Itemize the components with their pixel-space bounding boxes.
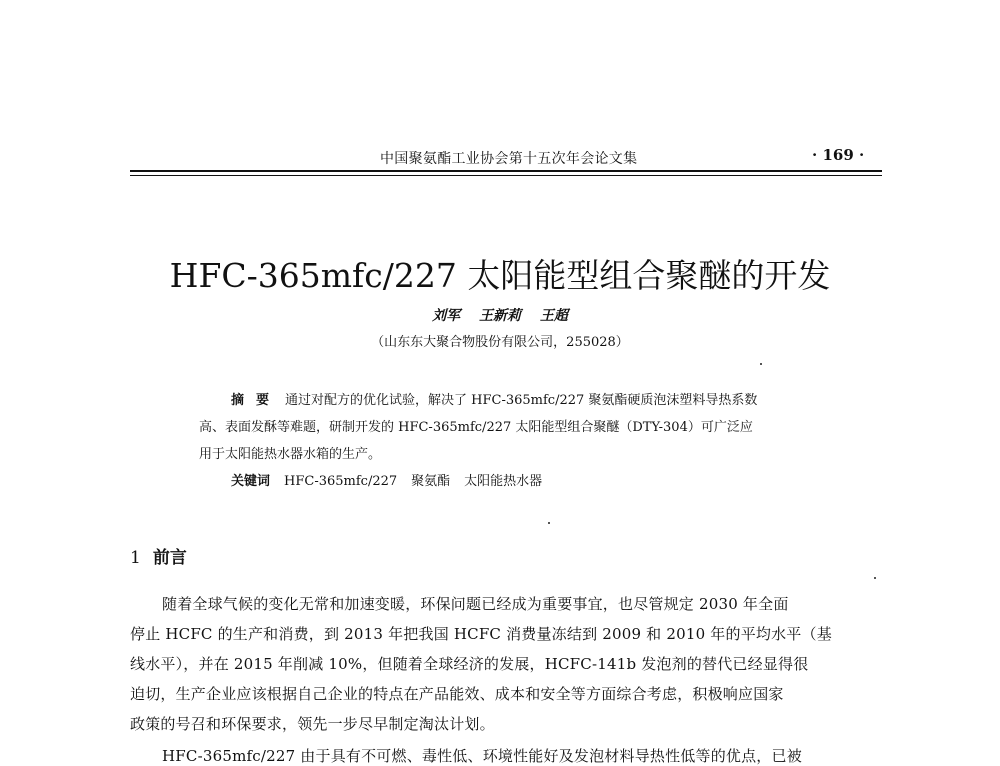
scan-speck [548, 522, 550, 524]
section-number: 1 [130, 548, 141, 568]
abstract-line-3: 用于太阳能热水器水箱的生产。 [199, 447, 382, 462]
abstract-line-1 [231, 389, 757, 408]
keyword-item: 太阳能热水器 [464, 474, 543, 489]
body-paragraph-line: 线水平），并在 2015 年削减 10%，但随着全球经济的发展，HCFC-141b 发泡剂的替代已经显得很 [130, 655, 809, 673]
page-number: · 169 · [812, 146, 865, 164]
header-rule-thin [130, 175, 882, 176]
paper-affiliation: （山东东大聚合物股份有限公司，255028） [371, 335, 629, 350]
abstract-text-1: 通过对配方的优化试验，解决了 HFC-365mfc/227 聚氨酯硬质泡沫塑料导热系数 [285, 393, 758, 408]
keywords-line [231, 470, 556, 489]
body-paragraph-line: 政策的号召和环保要求，领先一步尽早制定淘汰计划。 [130, 715, 495, 733]
scan-speck [760, 363, 762, 365]
abstract-label: 摘要 [231, 393, 282, 408]
body-paragraph-line: 随着全球气候的变化无常和加速变暖，环保问题已经成为重要事宜，也尽管规定 2030 年全面 [162, 595, 789, 613]
running-header-title: 中国聚氨酯工业协会第十五次年会论文集 [380, 151, 638, 167]
header-rule-thick [130, 170, 882, 172]
keyword-item: 聚氨酯 [411, 474, 451, 489]
body-paragraph-line: HFC-365mfc/227 由于具有不可燃、毒性低、环境性能好及发泡材料导热性低等的优点，已被 [162, 747, 802, 765]
section-title: 前言 [152, 548, 187, 568]
keywords-label: 关键词 [231, 474, 271, 489]
scan-speck [874, 577, 876, 579]
keyword-item: HFC-365mfc/227 [284, 474, 398, 489]
section-heading [130, 543, 187, 568]
abstract-line-2: 高、表面发酥等难题，研制开发的 HFC-365mfc/227 太阳能型组合聚醚（DTY-304）可广泛应 [199, 420, 753, 435]
body-paragraph-line: 迫切，生产企业应该根据自己企业的特点在产品能效、成本和安全等方面综合考虑，积极响应国家 [130, 685, 784, 703]
paper-title: HFC-365mfc/227 太阳能型组合聚醚的开发 [169, 256, 831, 295]
paper-authors: 刘军 王新莉 王超 [432, 308, 568, 324]
body-paragraph-line: 停止 HCFC 的生产和消费，到 2013 年把我国 HCFC 消费量冻结到 2009 和 2010 年的平均水平（基 [130, 625, 832, 643]
